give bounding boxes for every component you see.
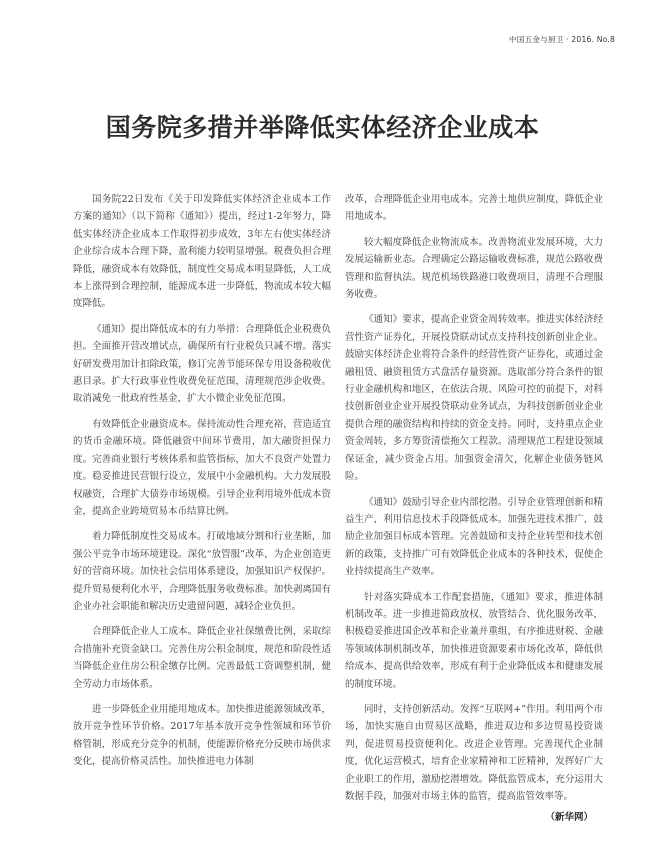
page-title: 国务院多措并举降低实体经济企业成本 xyxy=(105,113,540,142)
paragraph: 有效降低企业融资成本。保持流动性合理充裕，营造适宜的货币金融环境。降低融资中间环节费用，加大融资担保力度。完善商业银行考核体系和监管指标，加大不良资产处置力度。稳妥推进民营银行设立，发展中小金融机构。大力发展股权融资，合理扩大债券市场规模。引导企业利用境外低成本资金，提高企业跨境贸易本币结算比例。 xyxy=(73,418,331,517)
left-column xyxy=(73,191,331,823)
paragraph: 改革，合理降低企业用电成本。完善土地供应制度，降低企业用地成本。 xyxy=(345,194,603,223)
paragraph: 《通知》鼓励引导企业内部挖潜。引导企业管理创新和精益生产，利用信息技术手段降低成本。加强先进技术推广，鼓励企业加强目标成本管理。完善鼓励和支持企业转型和技术创新的政策，支持推广可有效降低企业成本的各种技术，促使企业持续提高生产效率。 xyxy=(345,496,603,578)
paragraph: 国务院22日发布《关于印发降低实体经济企业成本工作方案的通知》（以下简称《通知》）提出，经过1-2年努力，降低实体经济企业成本工作取得初步成效，3年左右使实体经济企业综合成本合理下降，盈利能力较明显增强。税费负担合理降低，融资成本有效降低，制度性交易成本明显降低，人工成本上涨得到合理控制，能源成本进一步降低，物流成本较大幅度降低。 xyxy=(73,194,331,310)
article-body xyxy=(73,191,603,823)
paragraph: 进一步降低企业用能用地成本。加快推进能源领域改革，放开竞争性环节价格。2017年基本放开竞争性领域和环节价格管制，形成充分竞争的机制，使能源价格充分反映市场供求变化，提高价格灵活性。加快推进电力体制 xyxy=(73,703,331,768)
right-column xyxy=(345,191,603,823)
source-byline: （新华网） xyxy=(545,812,593,824)
paragraph: 《通知》提出降低成本的有力举措：合理降低企业税费负担。全面推开营改增试点，确保所有行业税负只减不增。落实好研发费用加计扣除政策，修订完善节能环保专用设备税收优惠目录。扩大行政事业性收费免征范围，清理规范涉企收费。取消减免一批政府性基金，扩大小微企业免征范围。 xyxy=(73,323,331,405)
paragraph: 合理降低企业人工成本。降低企业社保缴费比例，采取综合措施补充资金缺口。完善住房公积金制度，规范和阶段性适当降低企业住房公积金缴存比例。完善最低工资调整机制，健全劳动力市场体系。 xyxy=(73,626,331,690)
paragraph: 针对落实降成本工作配套措施，《通知》要求，推进体制机制改革。进一步推进简政放权、放管结合、优化服务改革，积极稳妥推进国企改革和企业兼并重组，有序推进财税、金融等领域体制机制改革，加快推进资源要素市场化改革，降低供给成本、提高供给效率，形成有利于企业降低成本和健康发展的制度环境。 xyxy=(345,591,603,690)
paragraph: 着力降低制度性交易成本。打破地域分割和行业垄断，加强公平竞争市场环境建设。深化“放管服”改革，为企业创造更好的营商环境。加快社会信用体系建设，加强知识产权保护。提升贸易便利化水平，合理降低服务收费标准。加快剥离国有企业办社会职能和解决历史遗留问题，减轻企业负担。 xyxy=(73,531,331,612)
running-header: 中国五金与厨卫 · 2016. No.8 xyxy=(509,35,615,44)
paragraph: 《通知》要求，提高企业资金周转效率。推进实体经济经营性资产证券化，开展投贷联动试点支持科技创新创业企业。鼓励实体经济企业将符合条件的经营性资产证券化，或通过金融租赁、融资租赁方式盘活存量资源。选取部分符合条件的银行业金融机构和地区，在依法合规、风险可控的前提下，对科技创新创业企业开展投贷联动业务试点，为科技创新创业企业提供合理的融资结构和持续的资金支持。同时，支持重点企业资金周转，多方筹资清偿拖欠工程款。清理规范工程建设领域保证金，减少资金占用。加强资金清欠，化解企业债务链风险。 xyxy=(345,314,603,483)
paragraph: 较大幅度降低企业物流成本。改善物流业发展环境，大力发展运输新业态。合理确定公路运输收费标准，规范公路收费管理和监督执法。规范机场铁路港口收费项目，清理不合理服务收费。 xyxy=(345,236,603,301)
paragraph: 同时，支持创新活动。发挥“互联网+”作用。利用两个市场，加快实施自由贸易区战略，推进双边和多边贸易投资谈判，促进贸易投资便利化。改进企业管理。完善现代企业制度，优化运营模式，培育企业家精神和工匠精神，发挥好广大企业职工的作用，激励挖潜增效。降低监管成本，充分运用大数据手段，加强对市场主体的监管，提高监管效率等。 xyxy=(345,703,603,802)
